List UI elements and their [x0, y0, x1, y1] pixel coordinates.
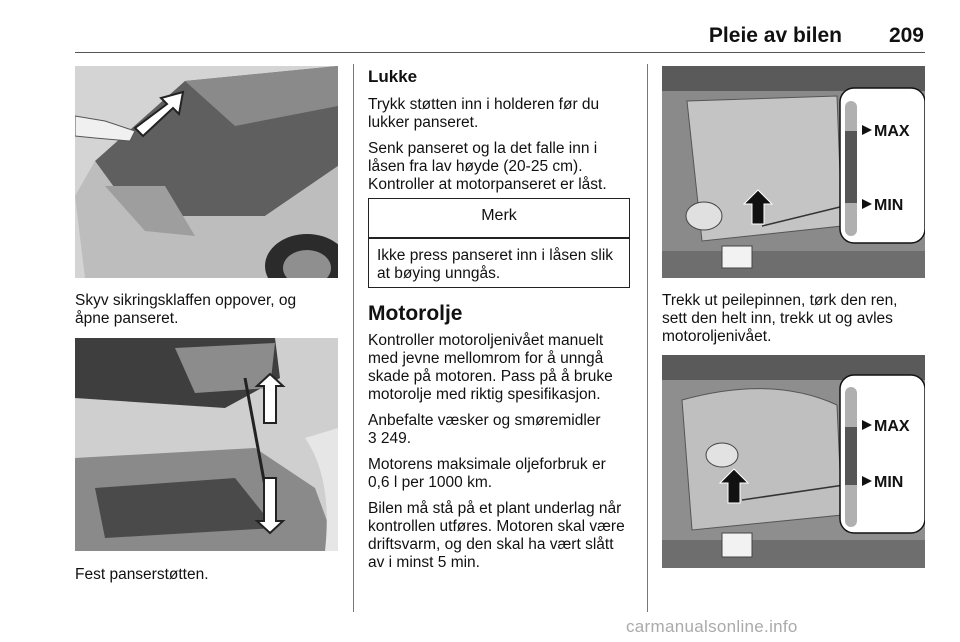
caption-dipstick-line-2: sett den helt inn, trekk ut og avles: [662, 310, 893, 327]
page-header-title: Pleie av bilen: [708, 24, 842, 47]
motorolje-p3-line-2: med jevne mellomrom for å unngå: [368, 350, 604, 367]
heading-lukke: Lukke: [368, 67, 418, 86]
figure-dipstick-2: [662, 355, 925, 568]
motorolje-p6-line-1: Bilen må stå på et plant underlag når: [368, 500, 622, 517]
motorolje-p6-line-2: kontrollen utføres. Motoren skal være: [368, 518, 625, 535]
motorolje-p5-line-1: Motorens maksimale oljeforbruk er: [368, 456, 606, 473]
dipstick-min-label-1: MIN: [874, 197, 904, 214]
motorolje-p6-line-4: av i minst 5 min.: [368, 554, 480, 571]
note-text-line-2: at bøying unngås.: [377, 265, 501, 282]
note-box: [368, 198, 630, 288]
lukke-p1-line-2: lukker panseret.: [368, 114, 479, 131]
dipstick-max-label-2: MAX: [874, 418, 910, 435]
motorolje-p4-line-1: Anbefalte væsker og smøremidler: [368, 412, 601, 429]
motorolje-p4-line-2: 3 249.: [368, 430, 412, 447]
lukke-p1-line-1: Trykk støtten inn i holderen før du: [368, 96, 600, 113]
figure-hood-support: [75, 338, 338, 551]
watermark: carmanualsonline.info: [626, 617, 798, 636]
header-rule: [75, 52, 925, 53]
caption-hood-release-line-2: åpne panseret.: [75, 310, 179, 327]
lukke-p2-line-1: Senk panseret og la det falle inn i: [368, 140, 598, 157]
column-divider-right: [647, 64, 648, 612]
motorolje-p3-line-4: motorolje med riktig spesifikasjon.: [368, 386, 601, 403]
caption-dipstick-line-1: Trekk ut peilepinnen, tørk den ren,: [662, 292, 898, 309]
column-divider-left: [353, 64, 354, 612]
caption-hood-support: Fest panserstøtten.: [75, 566, 209, 583]
motorolje-p5-line-2: 0,6 l per 1000 km.: [368, 474, 493, 491]
heading-motorolje: Motorolje: [368, 302, 463, 325]
note-divider: [369, 237, 629, 239]
motorolje-p3-line-3: skade på motoren. Pass på å bruke: [368, 368, 613, 385]
motorolje-p3-line-1: Kontroller motoroljenivået manuelt: [368, 332, 604, 349]
lukke-p2-line-2: låsen fra lav høyde (20-25 cm).: [368, 158, 583, 175]
motorolje-p6-line-3: driftsvarm, og den skal ha vært slått: [368, 536, 614, 553]
note-text-line-1: Ikke press panseret inn i låsen slik: [377, 247, 614, 264]
note-title: Merk: [481, 207, 517, 224]
lukke-p2-line-3: Kontroller at motorpanseret er låst.: [368, 176, 607, 193]
page-number: 209: [888, 24, 924, 47]
dipstick-min-label-2: MIN: [874, 474, 904, 491]
dipstick-max-label-1: MAX: [874, 123, 910, 140]
caption-hood-release-line-1: Skyv sikringsklaffen oppover, og: [75, 292, 297, 309]
figure-hood-release: [75, 66, 338, 278]
caption-dipstick-line-3: motoroljenivået.: [662, 328, 772, 345]
figure-dipstick-1: [662, 66, 925, 278]
